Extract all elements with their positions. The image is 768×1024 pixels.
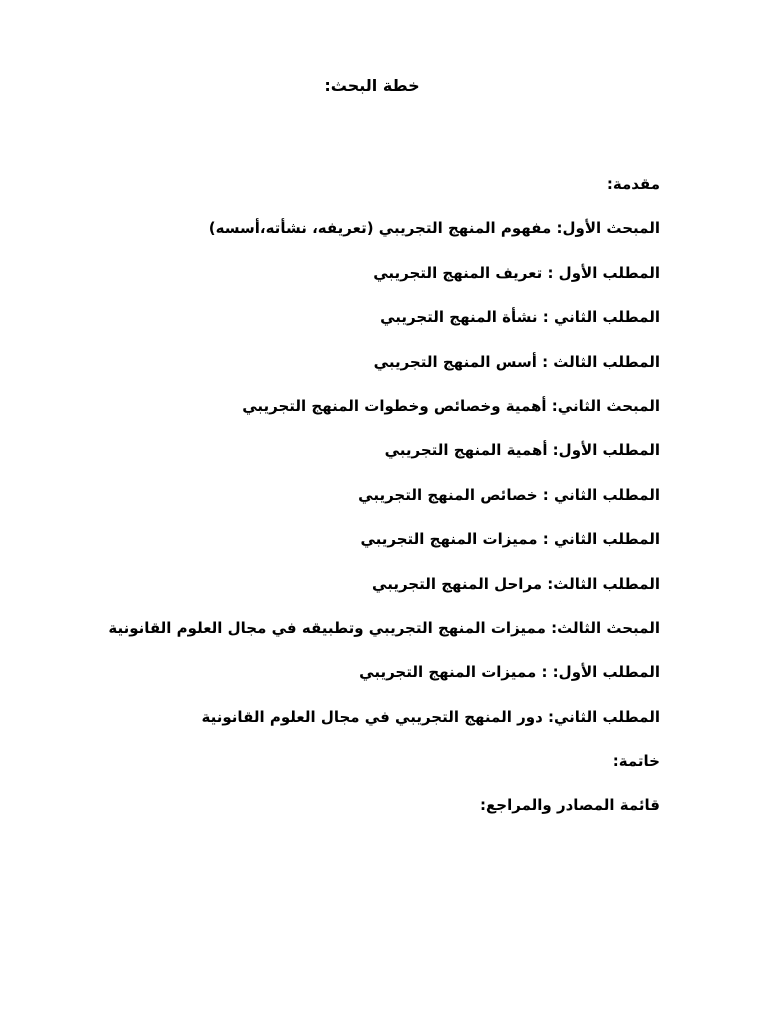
- introduction-line: مقدمة:: [606, 175, 660, 193]
- chapter-two-section-two-repeat-line: المطلب الثاني : مميزات المنهج التجريبي: [360, 530, 660, 549]
- chapter-one-line: المبحث الأول: مفهوم المنهج التجريبي (تعريفه، نشأته،أسسه): [208, 219, 660, 238]
- chapter-two-section-one-line: المطلب الأول: أهمية المنهج التجريبي: [384, 441, 660, 460]
- chapter-three-section-one-line: المطلب الأول: : مميزات المنهج التجريبي: [359, 663, 660, 682]
- chapter-two-section-three-line: المطلب الثالث: مراحل المنهج التجريبي: [372, 574, 660, 593]
- chapter-one-section-three-line: المطلب الثالث : أسس المنهج التجريبي: [373, 352, 660, 371]
- chapter-three-line: المبحث الثالث: مميزات المنهج التجريبي وتطبيقه في مجال العلوم القانونية: [108, 618, 660, 637]
- research-plan-outline: [100, 172, 660, 838]
- chapter-three-section-two-line: المطلب الثاني: دور المنهج التجريبي في مجال العلوم القانونية: [201, 707, 660, 726]
- conclusion-line: خاتمة:: [612, 752, 660, 771]
- document-title: خطة البحث:: [324, 76, 420, 95]
- references-line: قائمة المصادر والمراجع:: [480, 796, 660, 815]
- chapter-one-section-one-line: المطلب الأول : تعريف المنهج التجريبي: [373, 263, 660, 282]
- chapter-two-line: المبحث الثاني: أهمية وخصائص وخطوات المنهج التجريبي: [242, 396, 660, 415]
- chapter-two-section-two-line: المطلب الثاني : خصائص المنهج التجريبي: [358, 485, 660, 504]
- chapter-one-section-two-line: المطلب الثاني : نشأة المنهج التجريبي: [380, 308, 660, 327]
